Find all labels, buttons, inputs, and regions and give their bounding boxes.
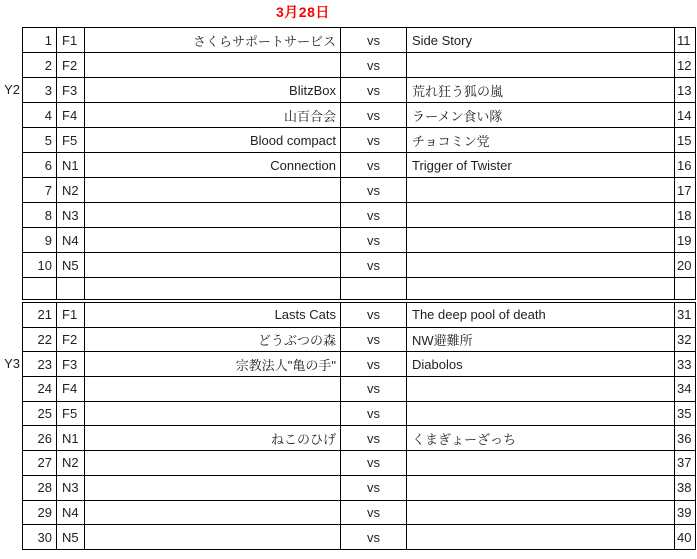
vs-label-cell[interactable]: vs bbox=[341, 303, 407, 328]
slot-code-cell[interactable]: N4 bbox=[57, 228, 85, 253]
team-right-cell[interactable]: Trigger of Twister bbox=[407, 153, 675, 178]
vs-label-cell[interactable]: vs bbox=[341, 377, 407, 402]
team-right-cell[interactable] bbox=[407, 253, 675, 278]
match-number2-cell[interactable]: 37 bbox=[675, 451, 696, 476]
slot-code-cell[interactable]: F4 bbox=[57, 103, 85, 128]
match-number-cell[interactable]: 1 bbox=[23, 28, 57, 53]
team-right-cell[interactable] bbox=[407, 377, 675, 402]
slot-code-cell[interactable]: F5 bbox=[57, 128, 85, 153]
match-number2-cell[interactable]: 32 bbox=[675, 327, 696, 352]
match-number2-cell[interactable]: 36 bbox=[675, 426, 696, 451]
slot-code-cell[interactable]: N5 bbox=[57, 525, 85, 550]
date-title: 3月28日 bbox=[276, 4, 330, 20]
team-right-cell[interactable] bbox=[407, 401, 675, 426]
table-row bbox=[23, 303, 696, 328]
table-row bbox=[23, 500, 696, 525]
match-number2-cell[interactable]: 33 bbox=[675, 352, 696, 377]
team-left-cell[interactable]: Connection bbox=[85, 153, 341, 178]
match-number-cell[interactable]: 22 bbox=[23, 327, 57, 352]
match-number2-cell[interactable]: 16 bbox=[675, 153, 696, 178]
match-number2-cell[interactable]: 14 bbox=[675, 103, 696, 128]
group-label-y3: Y3 bbox=[4, 356, 20, 371]
match-number2-cell[interactable]: 15 bbox=[675, 128, 696, 153]
match-number2-cell[interactable]: 20 bbox=[675, 253, 696, 278]
slot-code-cell[interactable]: N5 bbox=[57, 253, 85, 278]
team-left-cell[interactable] bbox=[85, 475, 341, 500]
team-left-cell[interactable]: ねこのひげ bbox=[85, 426, 341, 451]
slot-code-cell[interactable]: F3 bbox=[57, 78, 85, 103]
vs-label-cell[interactable]: vs bbox=[341, 153, 407, 178]
slot-code-cell[interactable]: F1 bbox=[57, 28, 85, 53]
team-left-cell[interactable]: さくらサポートサービス bbox=[85, 28, 341, 53]
team-right-cell[interactable]: Side Story bbox=[407, 28, 675, 53]
spacer-row bbox=[23, 278, 696, 300]
empty-spacer-cell bbox=[23, 278, 57, 300]
empty-spacer-cell bbox=[407, 278, 675, 300]
team-right-cell[interactable]: The deep pool of death bbox=[407, 303, 675, 328]
match-number-cell[interactable]: 3 bbox=[23, 78, 57, 103]
team-right-cell[interactable] bbox=[407, 53, 675, 78]
table-row bbox=[23, 153, 696, 178]
team-left-cell[interactable] bbox=[85, 401, 341, 426]
team-left-cell[interactable] bbox=[85, 228, 341, 253]
match-number-cell[interactable]: 21 bbox=[23, 303, 57, 328]
table-row bbox=[23, 128, 696, 153]
match-number2-cell[interactable]: 40 bbox=[675, 525, 696, 550]
match-number-cell[interactable]: 4 bbox=[23, 103, 57, 128]
table-row bbox=[23, 78, 696, 103]
slot-code-cell[interactable]: F2 bbox=[57, 53, 85, 78]
match-number2-cell[interactable]: 11 bbox=[675, 28, 696, 53]
match-number-cell[interactable]: 29 bbox=[23, 500, 57, 525]
empty-spacer-cell bbox=[57, 278, 85, 300]
slot-code-cell[interactable]: F2 bbox=[57, 327, 85, 352]
vs-label-cell[interactable]: vs bbox=[341, 253, 407, 278]
match-number-cell[interactable]: 9 bbox=[23, 228, 57, 253]
team-left-cell[interactable]: 山百合会 bbox=[85, 103, 341, 128]
team-left-cell[interactable] bbox=[85, 53, 341, 78]
match-number2-cell[interactable]: 34 bbox=[675, 377, 696, 402]
table-row bbox=[23, 103, 696, 128]
vs-label-cell[interactable]: vs bbox=[341, 500, 407, 525]
slot-code-cell[interactable]: F5 bbox=[57, 401, 85, 426]
table-row bbox=[23, 327, 696, 352]
table-row bbox=[23, 53, 696, 78]
group-label-y2: Y2 bbox=[4, 82, 20, 97]
slot-code-cell[interactable]: F4 bbox=[57, 377, 85, 402]
slot-code-cell[interactable]: N3 bbox=[57, 203, 85, 228]
slot-code-cell[interactable]: F1 bbox=[57, 303, 85, 328]
empty-spacer-cell bbox=[85, 278, 341, 300]
match-number2-cell[interactable]: 18 bbox=[675, 203, 696, 228]
team-right-cell[interactable]: チョコミン党 bbox=[407, 128, 675, 153]
match-number-cell[interactable]: 25 bbox=[23, 401, 57, 426]
table-row bbox=[23, 228, 696, 253]
vs-label-cell[interactable]: vs bbox=[341, 178, 407, 203]
match-number-cell[interactable]: 24 bbox=[23, 377, 57, 402]
table-row bbox=[23, 178, 696, 203]
match-number-cell[interactable]: 2 bbox=[23, 53, 57, 78]
slot-code-cell[interactable]: N1 bbox=[57, 153, 85, 178]
match-number-cell[interactable]: 30 bbox=[23, 525, 57, 550]
match-number-cell[interactable]: 28 bbox=[23, 475, 57, 500]
team-left-cell[interactable] bbox=[85, 451, 341, 476]
team-right-cell[interactable] bbox=[407, 203, 675, 228]
team-right-cell[interactable] bbox=[407, 525, 675, 550]
slot-code-cell[interactable]: N4 bbox=[57, 500, 85, 525]
schedule-table-y3 bbox=[22, 302, 696, 550]
vs-label-cell[interactable]: vs bbox=[341, 128, 407, 153]
vs-label-cell[interactable]: vs bbox=[341, 352, 407, 377]
match-number-cell[interactable]: 5 bbox=[23, 128, 57, 153]
team-right-cell[interactable] bbox=[407, 451, 675, 476]
match-number-cell[interactable]: 6 bbox=[23, 153, 57, 178]
match-number2-cell[interactable]: 35 bbox=[675, 401, 696, 426]
match-number2-cell[interactable]: 17 bbox=[675, 178, 696, 203]
table-row bbox=[23, 377, 696, 402]
team-right-cell[interactable]: NW避難所 bbox=[407, 327, 675, 352]
table-row bbox=[23, 451, 696, 476]
team-left-cell[interactable] bbox=[85, 253, 341, 278]
vs-label-cell[interactable]: vs bbox=[341, 78, 407, 103]
match-number2-cell[interactable]: 31 bbox=[675, 303, 696, 328]
vs-label-cell[interactable]: vs bbox=[341, 28, 407, 53]
match-number2-cell[interactable]: 19 bbox=[675, 228, 696, 253]
team-left-cell[interactable]: Blood compact bbox=[85, 128, 341, 153]
vs-label-cell[interactable]: vs bbox=[341, 451, 407, 476]
vs-label-cell[interactable]: vs bbox=[341, 525, 407, 550]
vs-label-cell[interactable]: vs bbox=[341, 228, 407, 253]
team-left-cell[interactable]: どうぶつの森 bbox=[85, 327, 341, 352]
match-number-cell[interactable]: 26 bbox=[23, 426, 57, 451]
table-row bbox=[23, 203, 696, 228]
team-left-cell[interactable] bbox=[85, 178, 341, 203]
table-row bbox=[23, 253, 696, 278]
match-number2-cell[interactable]: 39 bbox=[675, 500, 696, 525]
team-left-cell[interactable] bbox=[85, 500, 341, 525]
team-left-cell[interactable] bbox=[85, 203, 341, 228]
table-row bbox=[23, 401, 696, 426]
team-right-cell[interactable] bbox=[407, 178, 675, 203]
team-right-cell[interactable] bbox=[407, 228, 675, 253]
match-number2-cell[interactable]: 38 bbox=[675, 475, 696, 500]
team-right-cell[interactable]: 荒れ狂う狐の嵐 bbox=[407, 78, 675, 103]
vs-label-cell[interactable]: vs bbox=[341, 401, 407, 426]
match-number-cell[interactable]: 8 bbox=[23, 203, 57, 228]
empty-spacer-cell bbox=[341, 278, 407, 300]
schedule-table-y2 bbox=[22, 27, 696, 300]
slot-code-cell[interactable]: N2 bbox=[57, 178, 85, 203]
slot-code-cell[interactable]: F3 bbox=[57, 352, 85, 377]
match-number-cell[interactable]: 23 bbox=[23, 352, 57, 377]
vs-label-cell[interactable]: vs bbox=[341, 327, 407, 352]
vs-label-cell[interactable]: vs bbox=[341, 475, 407, 500]
match-number2-cell[interactable]: 13 bbox=[675, 78, 696, 103]
team-right-cell[interactable] bbox=[407, 500, 675, 525]
team-right-cell[interactable]: くまぎょーざっち bbox=[407, 426, 675, 451]
table-row bbox=[23, 28, 696, 53]
vs-label-cell[interactable]: vs bbox=[341, 53, 407, 78]
table-row bbox=[23, 525, 696, 550]
empty-spacer-cell bbox=[675, 278, 696, 300]
team-left-cell[interactable] bbox=[85, 377, 341, 402]
slot-code-cell[interactable]: N2 bbox=[57, 451, 85, 476]
slot-code-cell[interactable]: N1 bbox=[57, 426, 85, 451]
table-row bbox=[23, 475, 696, 500]
match-number-cell[interactable]: 7 bbox=[23, 178, 57, 203]
team-left-cell[interactable]: Lasts Cats bbox=[85, 303, 341, 328]
team-left-cell[interactable]: 宗教法人"亀の手" bbox=[85, 352, 341, 377]
vs-label-cell[interactable]: vs bbox=[341, 103, 407, 128]
match-number2-cell[interactable]: 12 bbox=[675, 53, 696, 78]
match-number-cell[interactable]: 27 bbox=[23, 451, 57, 476]
team-right-cell[interactable] bbox=[407, 475, 675, 500]
team-right-cell[interactable]: Diabolos bbox=[407, 352, 675, 377]
vs-label-cell[interactable]: vs bbox=[341, 426, 407, 451]
vs-label-cell[interactable]: vs bbox=[341, 203, 407, 228]
match-number-cell[interactable]: 10 bbox=[23, 253, 57, 278]
slot-code-cell[interactable]: N3 bbox=[57, 475, 85, 500]
table-row bbox=[23, 352, 696, 377]
table-row bbox=[23, 426, 696, 451]
team-left-cell[interactable]: BlitzBox bbox=[85, 78, 341, 103]
team-right-cell[interactable]: ラーメン食い隊 bbox=[407, 103, 675, 128]
team-left-cell[interactable] bbox=[85, 525, 341, 550]
